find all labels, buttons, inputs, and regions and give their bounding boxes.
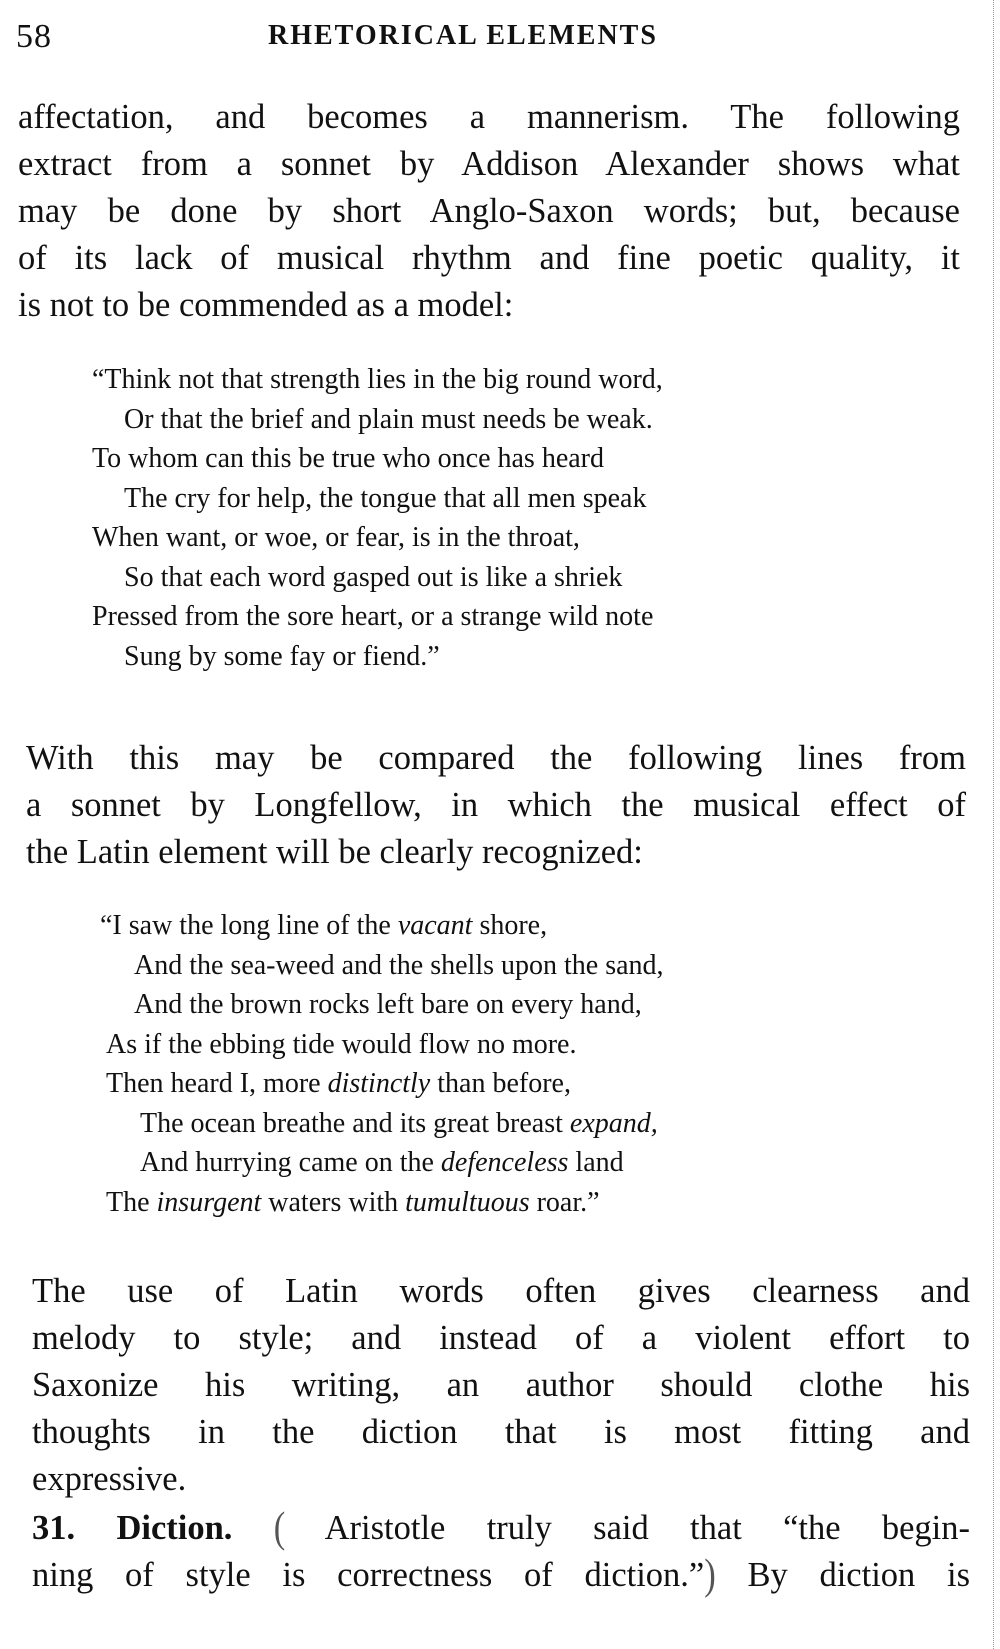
- verse-text: The ocean breathe and its great breast: [140, 1107, 570, 1139]
- body-text: Aristotle truly said that “the begin-: [324, 1509, 971, 1547]
- verse-text: Then heard I, more: [106, 1068, 328, 1099]
- body-text: ning of style is correctness of diction.”: [32, 1556, 705, 1594]
- verse-line: [100, 1104, 920, 1144]
- text-line: thoughts in the diction that is most fitting and: [32, 1413, 970, 1451]
- text-line: expressive.: [32, 1460, 187, 1498]
- italic-word: expand,: [569, 1107, 658, 1139]
- page-edge: [993, 0, 1000, 1649]
- verse-text: “I saw the long line of the: [100, 910, 398, 941]
- verse-line: Pressed from the sore heart, or a strange wild note: [92, 601, 654, 632]
- verse-text: than before,: [430, 1068, 571, 1099]
- page-number: 58: [16, 18, 52, 55]
- text-line: The use of Latin words often gives clearness and: [32, 1272, 970, 1310]
- verse-text: The: [106, 1186, 157, 1218]
- verse-text: shore,: [472, 910, 548, 941]
- text-line: Saxonize his writing, an author should clothe his: [32, 1366, 970, 1404]
- verse-line: So that each word gasped out is like a shriek: [124, 561, 623, 593]
- text-line: With this may be compared the following lines from: [26, 739, 966, 777]
- verse-text: And hurrying came on the: [140, 1147, 441, 1178]
- verse-line: Or that the brief and plain must needs be weak.: [124, 403, 653, 435]
- text-line: may be done by short Anglo-Saxon words; but, because: [18, 192, 960, 230]
- verse-longfellow: [100, 906, 920, 1222]
- body-text: By diction is: [747, 1556, 971, 1594]
- verse-line: [100, 1183, 920, 1223]
- italic-word: defenceless: [440, 1147, 569, 1178]
- text-line: affectation, and becomes a mannerism. The following: [18, 98, 960, 136]
- verse-line: When want, or woe, or fear, is in the throat,: [92, 522, 580, 553]
- verse-line: To whom can this be true who once has heard: [92, 443, 604, 474]
- verse-alexander: [92, 360, 912, 676]
- italic-word: tumultuous: [405, 1186, 530, 1218]
- text-line: is not to be commended as a model:: [18, 286, 514, 324]
- verse-line: And the sea-weed and the shells upon the sand,: [134, 949, 664, 981]
- section-heading: 31. Diction.: [32, 1509, 233, 1547]
- verse-text: waters with: [261, 1186, 406, 1218]
- paragraph-intro: [18, 94, 960, 329]
- verse-text: roar.”: [529, 1186, 600, 1218]
- paragraph-latin-words: [32, 1268, 970, 1503]
- verse-line: “Think not that strength lies in the big round word,: [92, 364, 663, 395]
- margin-bracket-close: ): [704, 1551, 716, 1599]
- verse-text: land: [568, 1147, 624, 1178]
- verse-line: And the brown rocks left bare on every hand,: [134, 989, 642, 1020]
- text-line: extract from a sonnet by Addison Alexander shows what: [18, 145, 960, 183]
- paragraph-comparison: [26, 735, 966, 876]
- text-line: the Latin element will be clearly recognized:: [26, 833, 643, 871]
- text-line: [32, 1552, 970, 1599]
- italic-word: distinctly: [327, 1068, 431, 1099]
- text-line: of its lack of musical rhythm and fine poetic quality, it: [18, 239, 960, 277]
- italic-word: vacant: [397, 910, 473, 941]
- running-title: RHETORICAL ELEMENTS: [268, 20, 658, 51]
- italic-word: insurgent: [156, 1186, 262, 1218]
- margin-bracket-open: (: [273, 1504, 286, 1552]
- verse-line: [100, 1143, 920, 1183]
- verse-line: [100, 1064, 920, 1104]
- verse-line: The cry for help, the tongue that all men speak: [124, 482, 647, 514]
- text-line: a sonnet by Longfellow, in which the musical effect of: [26, 786, 966, 824]
- verse-line: [100, 906, 920, 946]
- page-header: [16, 14, 976, 64]
- verse-line: As if the ebbing tide would flow no more.: [106, 1028, 577, 1060]
- text-line: [32, 1505, 970, 1552]
- text-line: melody to style; and instead of a violent effort to: [32, 1319, 970, 1357]
- verse-line: Sung by some fay or fiend.”: [124, 640, 440, 672]
- paragraph-diction: [32, 1505, 970, 1599]
